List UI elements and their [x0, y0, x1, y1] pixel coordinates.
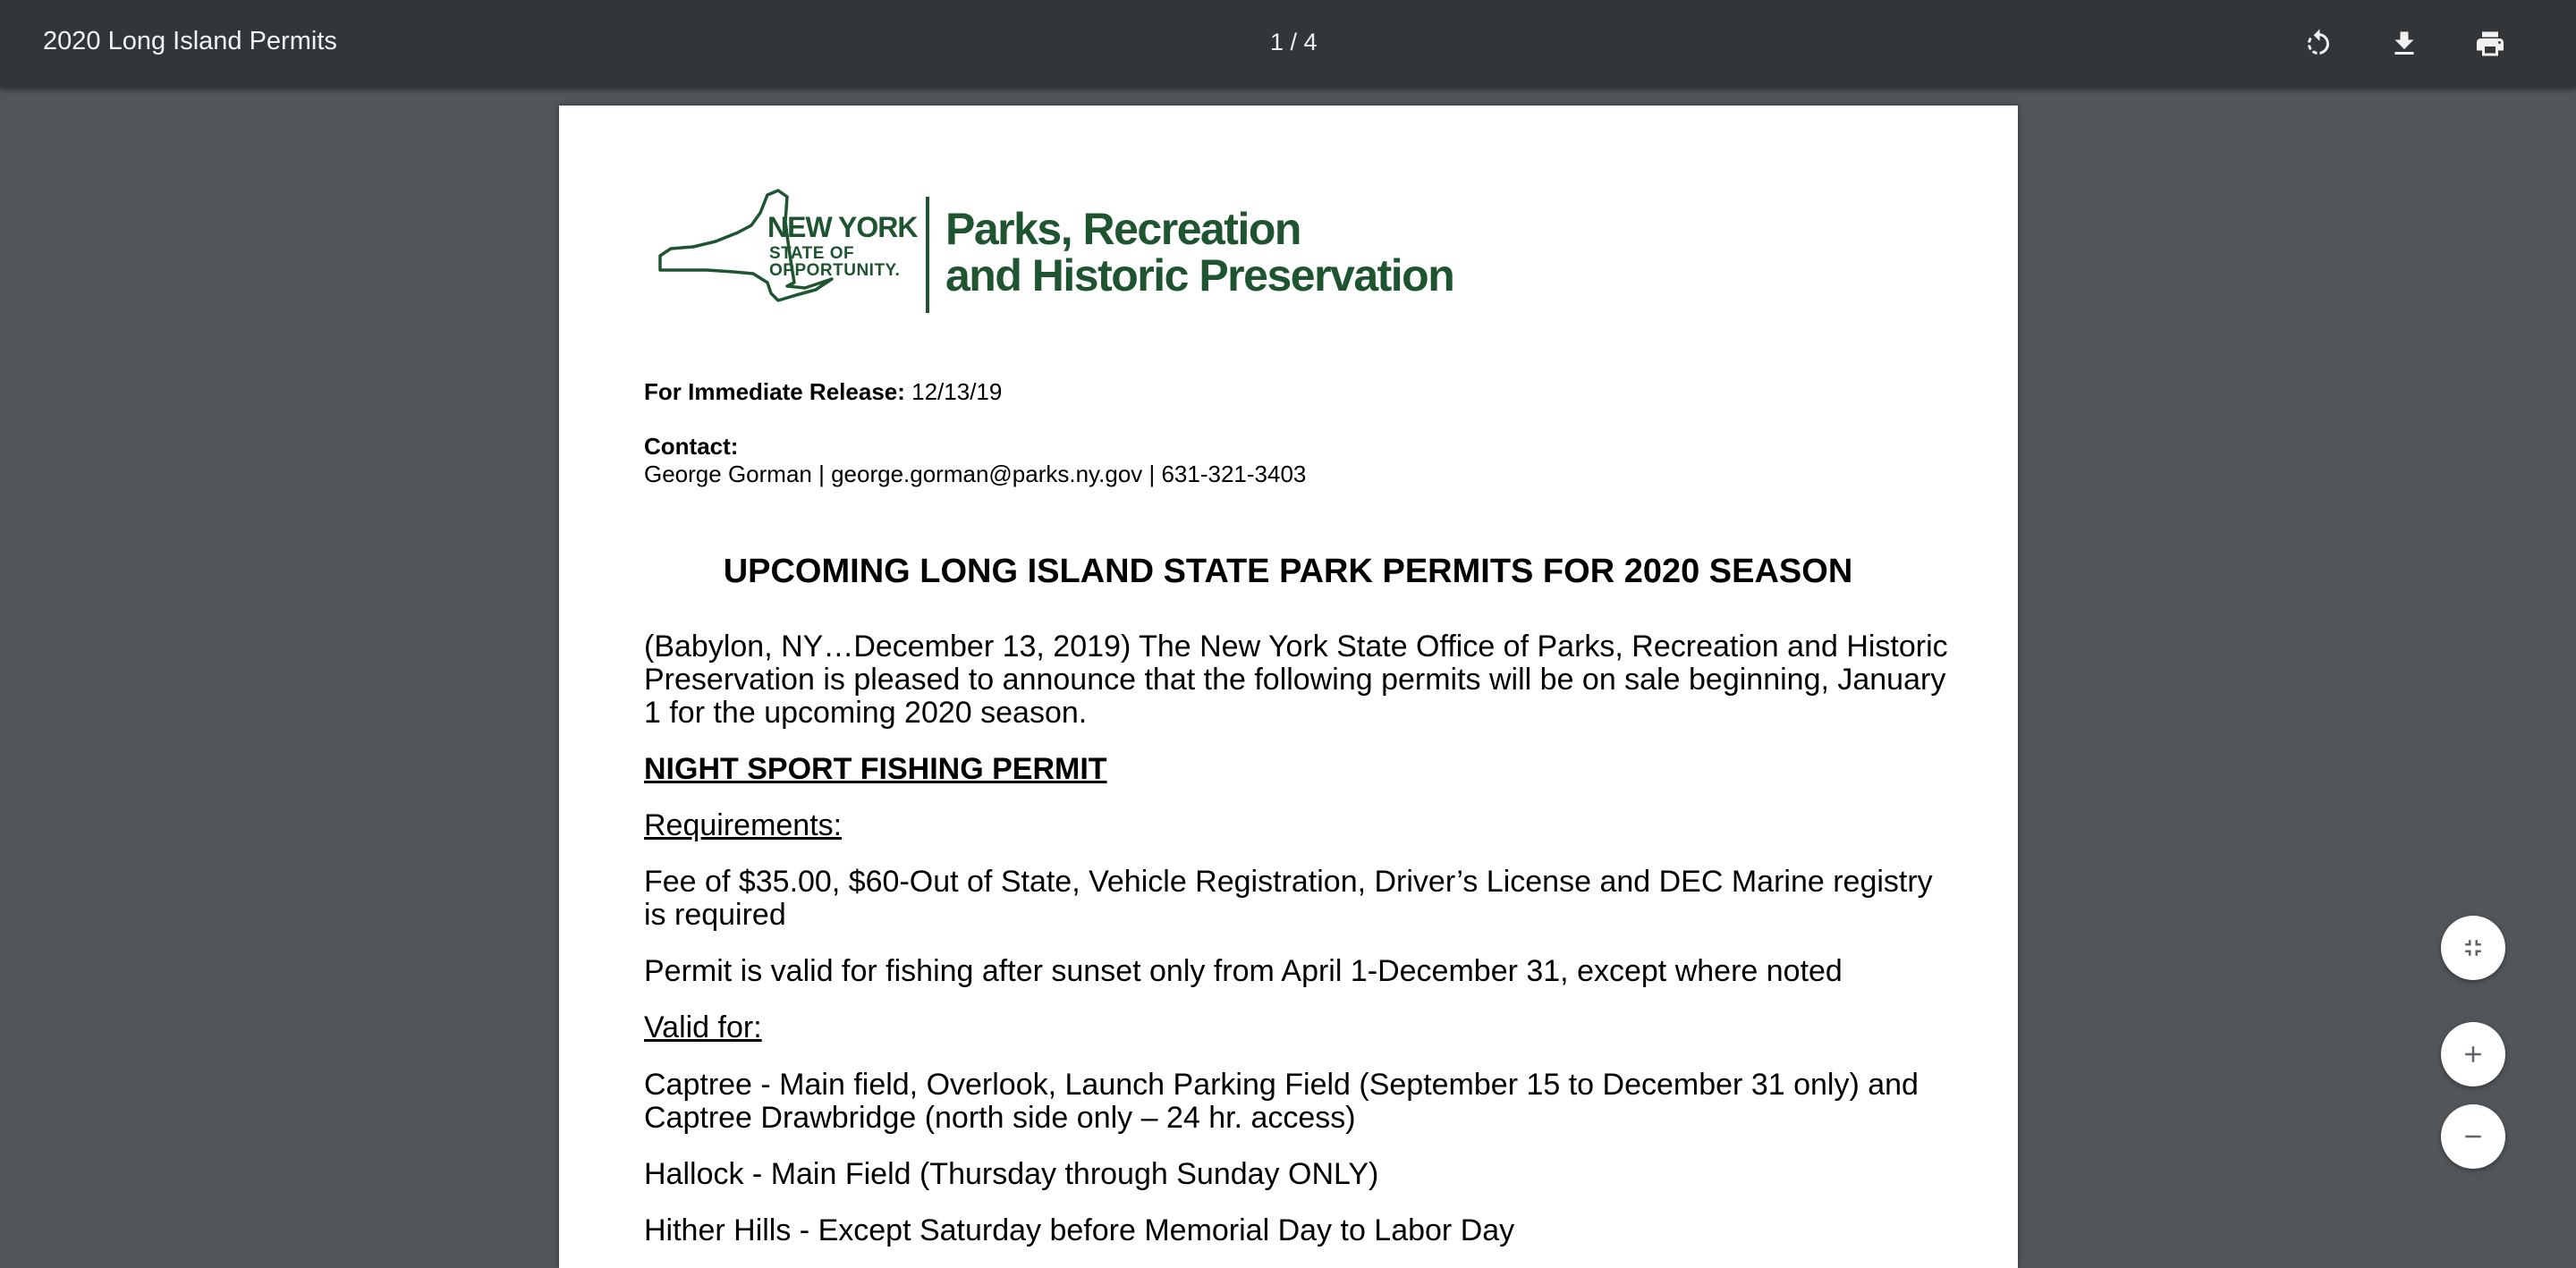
release-label: For Immediate Release:: [644, 378, 905, 405]
zoom-out-button[interactable]: [2441, 1104, 2505, 1169]
fit-to-page-icon: [2460, 934, 2487, 961]
fit-to-page-button[interactable]: [2441, 916, 2505, 980]
contact-info: George Gorman | george.gorman@parks.ny.gov | 631-321-3403: [644, 461, 1307, 487]
download-icon: [2388, 28, 2420, 60]
print-icon: [2474, 28, 2506, 60]
page-indicator: 1 / 4: [1270, 29, 1318, 55]
plus-icon: [2460, 1041, 2487, 1068]
requirements-label: Requirements:: [644, 808, 843, 842]
validity-paragraph: Permit is valid for fishing after sunset only from April 1-December 31, except where noted: [644, 954, 1843, 988]
rotate-button[interactable]: [2292, 18, 2344, 70]
zoom-in-button[interactable]: [2441, 1022, 2505, 1086]
contact-label: Contact:: [644, 433, 739, 460]
logo-agency-text: Parks, Recreation and Historic Preservation: [945, 204, 1454, 300]
location-item: Hither Hills - Except Saturday before Memorial Day to Labor Day: [644, 1213, 1515, 1247]
logo-divider: [926, 197, 929, 313]
release-date: 12/13/19: [911, 378, 1003, 405]
pdf-page: [559, 106, 2018, 1268]
location-item: Hallock - Main Field (Thursday through Sunday ONLY): [644, 1157, 1379, 1191]
document-heading: UPCOMING LONG ISLAND STATE PARK PERMITS FOR 2020 SEASON: [723, 553, 1853, 590]
download-button[interactable]: [2378, 18, 2430, 70]
valid-for-label: Valid for:: [644, 1010, 762, 1044]
nys-parks-logo: [653, 177, 1454, 320]
logo-state-text: NEW YORK STATE OF OPPORTUNITY.: [767, 211, 918, 280]
document-title: 2020 Long Island Permits: [43, 27, 337, 55]
intro-paragraph: (Babylon, NY…December 13, 2019) The New York State Office of Parks, Recreation and Historic Preservation is pleased to announce that the following permits will be on sale beginning, January 1 for the upcoming 2020 season.: [644, 630, 1948, 730]
pdf-toolbar: [0, 0, 2576, 88]
minus-icon: [2460, 1123, 2487, 1150]
location-item: Captree - Main field, Overlook, Launch Parking Field (September 15 to December 31 only) and Captree Drawbridge (north side only – 24 hr. access): [644, 1068, 1919, 1135]
release-line: [644, 378, 1002, 406]
fee-paragraph: Fee of $35.00, $60-Out of State, Vehicle Registration, Driver’s License and DEC Marine registry is required: [644, 865, 1933, 932]
rotate-icon: [2302, 28, 2334, 60]
print-button[interactable]: [2464, 18, 2516, 70]
section-title: NIGHT SPORT FISHING PERMIT: [644, 752, 1107, 786]
